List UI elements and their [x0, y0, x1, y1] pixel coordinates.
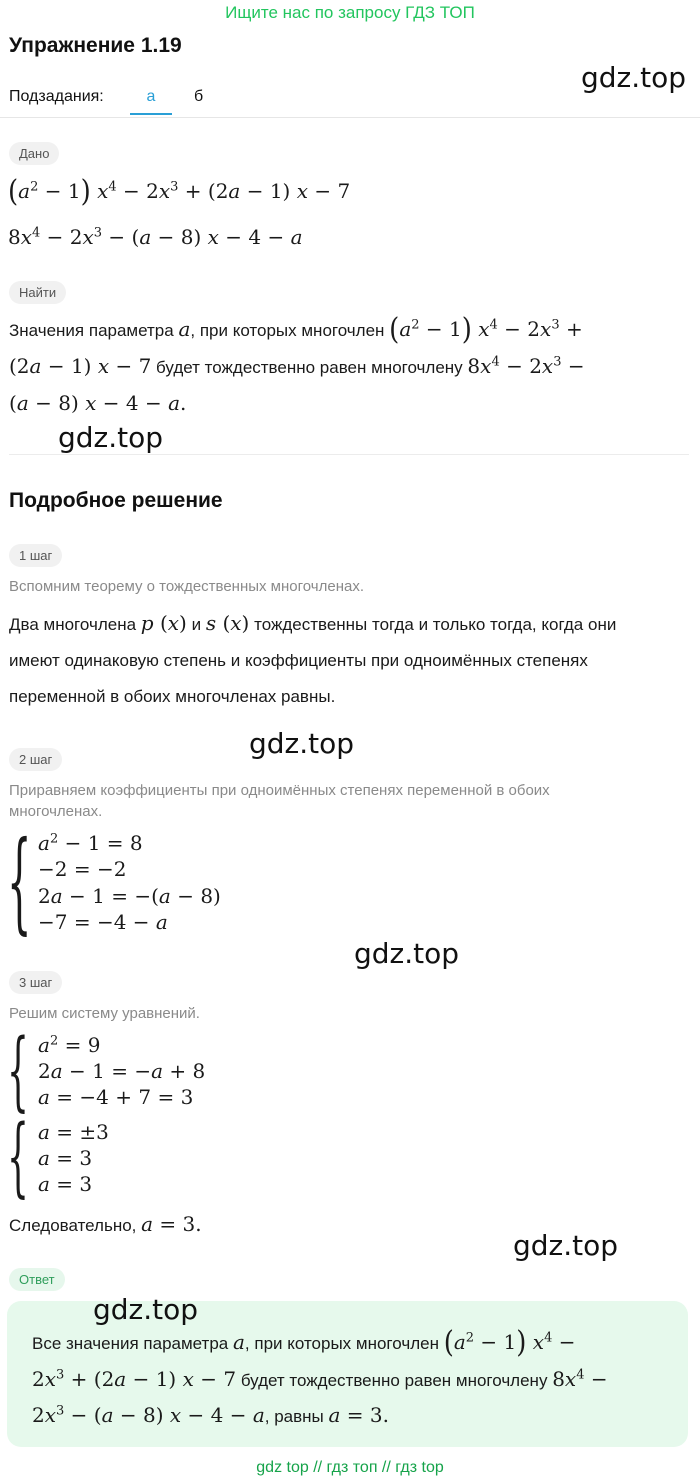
- watermark: gdz.top: [354, 937, 460, 970]
- given-polynomial-2: $8x^4 - 2x^3 - (a - 8) x - 4 - a$: [8, 225, 303, 249]
- find-line-2: (2a − 1) x − 7 будет тождественно равен многочлену $8x^4 - 2x^3$ −: [9, 354, 585, 378]
- watermark: gdz.top: [513, 1229, 619, 1262]
- solution-title: Подробное решение: [9, 489, 223, 512]
- subtasks-label: Подзадания:: [9, 88, 104, 105]
- page-title: Упражнение 1.19: [9, 34, 182, 57]
- watermark: gdz.top: [93, 1293, 199, 1326]
- step-3-label: 3 шаг: [9, 971, 62, 994]
- step-2-label: 2 шаг: [9, 748, 62, 771]
- step-2-note-line-1: Приравняем коэффициенты при одноимённых степенях переменной в обоих: [9, 782, 550, 799]
- system-1-eq-2: −2 = −2: [38, 857, 127, 881]
- promo-banner[interactable]: Ищите нас по запросу ГДЗ ТОП: [225, 3, 475, 22]
- step-3-conclusion: Следовательно, a = 3.: [9, 1212, 202, 1236]
- find-line-3: (a − 8) x − 4 − a.: [9, 391, 187, 415]
- system-2-eq-1: $a^2 = 9$: [38, 1033, 101, 1057]
- footer-links[interactable]: gdz top // гдз топ // гдз top: [256, 1459, 444, 1476]
- step-2-note-line-2: многочленах.: [9, 803, 103, 820]
- watermark: gdz.top: [581, 61, 687, 94]
- system-3-eq-2: a = 3: [38, 1146, 93, 1170]
- answer-label: Ответ: [9, 1268, 65, 1291]
- step-1-line-3: переменной в обоих многочленах равны.: [9, 687, 336, 706]
- tabs-divider: [0, 117, 700, 118]
- system-2-eq-2: 2a − 1 = −a + 8: [38, 1059, 206, 1083]
- system-1-eq-3: 2a − 1 = −(a − 8): [38, 884, 221, 908]
- tab-subtask-a[interactable]: а: [146, 88, 156, 105]
- section-divider: [9, 454, 689, 455]
- step-3-note: Решим систему уравнений.: [9, 1005, 200, 1022]
- watermark: gdz.top: [58, 421, 164, 454]
- answer-line-3: $2x^3 - (a - 8) x - 4 - a$, равны a = 3.: [32, 1403, 389, 1427]
- find-label: Найти: [9, 281, 66, 304]
- system-2-eq-3: a = −4 + 7 = 3: [38, 1085, 194, 1109]
- answer-line-1: Все значения параметра a, при которых многочлен $(a^2 - 1) x^4$ −: [32, 1325, 576, 1361]
- system-brace: {: [7, 1021, 29, 1121]
- system-3-eq-1: a = ±3: [38, 1120, 109, 1144]
- given-polynomial-1: $(a^2 - 1) x^4 - 2x^3 + (2a - 1) x - 7$: [8, 174, 351, 210]
- answer-line-2: $2x^3 + (2a - 1) x - 7$ будет тождественно равен многочлену $8x^4$ −: [32, 1367, 608, 1391]
- find-line-1: Значения параметра a, при которых многочлен $(a^2 - 1) x^4 - 2x^3$ +: [9, 312, 583, 348]
- given-label: Дано: [9, 142, 59, 165]
- step-1-line-2: имеют одинаковую степень и коэффициенты при одноимённых степенях: [9, 651, 588, 670]
- tab-subtask-b[interactable]: б: [194, 88, 204, 105]
- system-3-eq-3: a = 3: [38, 1172, 93, 1196]
- system-brace: {: [7, 1107, 29, 1207]
- system-1-eq-1: $a^2 - 1 = 8$: [38, 831, 143, 855]
- system-brace: {: [7, 817, 32, 945]
- step-1-line-1: Два многочлена p (x) и s (x) тождественны тогда и только тогда, когда они: [9, 611, 617, 635]
- step-1-note: Вспомним теорему о тождественных многочленах.: [9, 578, 364, 595]
- watermark: gdz.top: [249, 727, 355, 760]
- step-1-label: 1 шаг: [9, 544, 62, 567]
- system-1-eq-4: −7 = −4 − a: [38, 910, 168, 934]
- active-tab-indicator: [130, 113, 172, 115]
